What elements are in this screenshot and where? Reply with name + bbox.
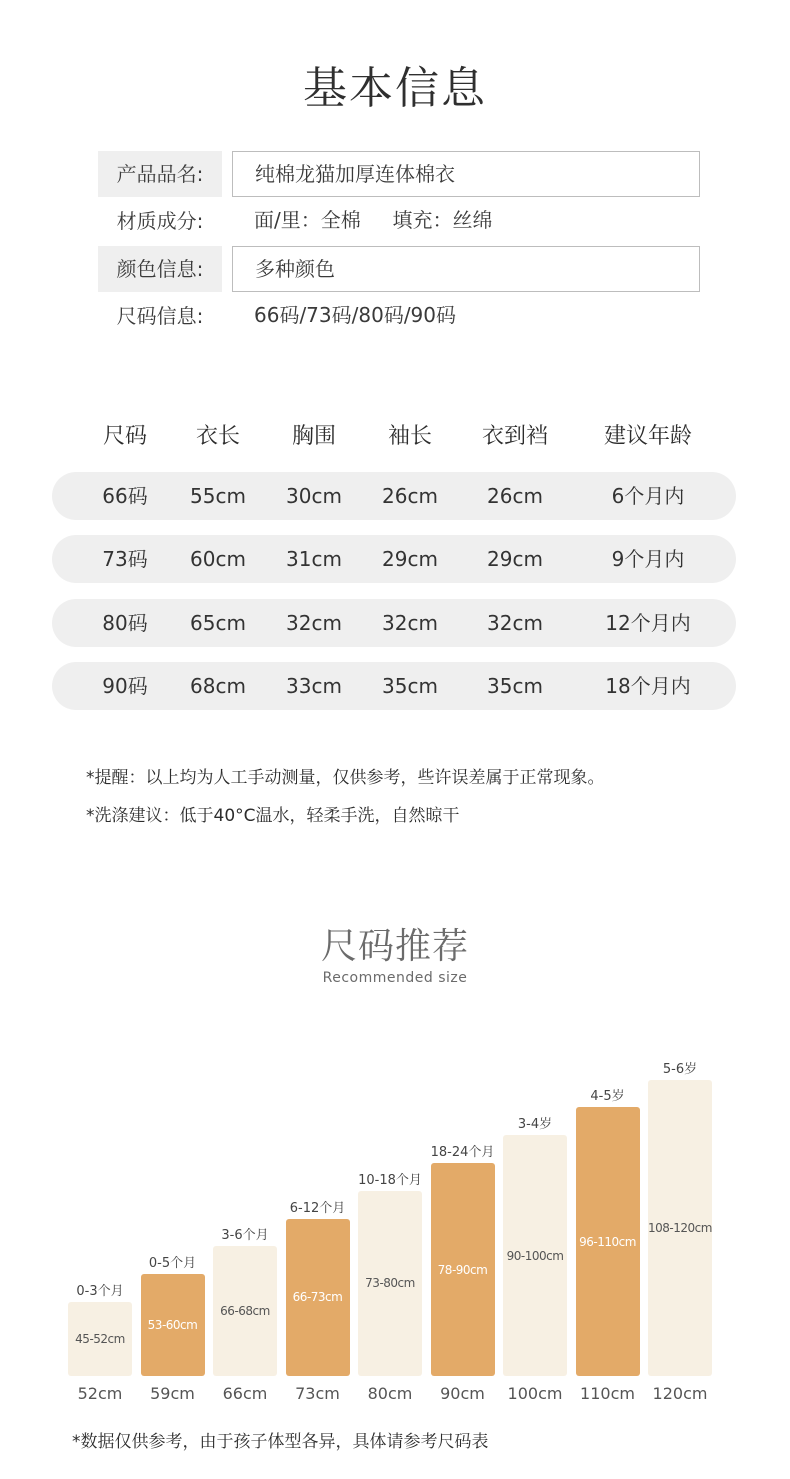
header-cell: 袖长 [387,424,433,449]
bar-height-label: 120cm [652,1384,708,1403]
table-cell: 32cm [382,611,438,635]
bar-age-label: 0-5个月 [148,1256,197,1272]
table-cell: 29cm [487,547,543,571]
bar-age-label: 18-24个月 [430,1145,495,1160]
page-title: 基本信息 [303,63,487,114]
bar-height-label: 110cm [580,1384,635,1403]
size-table-header [52,413,736,461]
table-cell: 32cm [487,611,543,635]
bar-range-label: 96-110cm [579,1234,636,1249]
bar-range-label: 66-68cm [220,1304,270,1319]
table-cell: 12个月内 [605,611,691,635]
header-cell: 胸围 [291,424,337,449]
bar-age-label: 0-3个月 [76,1284,124,1299]
header-cell: 建议年龄 [603,424,693,449]
info-value: 多种颜色 [232,246,700,292]
table-cell: 18个月内 [605,674,691,698]
bar-range-label: 108-120cm [648,1220,712,1235]
recommend-subtitle: Recommended size [322,970,468,986]
info-value: 66码/73码/80码/90码 [254,303,457,327]
table-cell: 55cm [190,484,246,508]
bar-height-label: 59cm [150,1384,195,1403]
info-label: 尺码信息: [116,304,204,328]
bar-age-label: 6-12个月 [289,1200,346,1216]
table-cell: 30cm [286,484,342,508]
bar-range-label: 90-100cm [506,1248,564,1263]
table-cell: 26cm [382,484,438,508]
recommend-title: 尺码推荐 [320,926,469,967]
table-cell: 35cm [382,674,438,698]
info-label: 产品品名: [98,151,222,197]
bar-range-label: 66-73cm [292,1290,343,1305]
info-row-material [98,198,702,244]
bar-age-label: 5-6岁 [662,1061,698,1077]
info-value: 纯棉龙猫加厚连体棉衣 [232,151,700,197]
bar-range-label: 45-52cm [75,1332,125,1346]
bar-age-label: 3-4岁 [517,1117,553,1133]
table-cell: 73码 [102,547,148,571]
bar-height-label: 52cm [77,1384,123,1403]
table-row [52,535,736,583]
bar-age-label: 4-5岁 [590,1089,625,1105]
table-row [52,599,736,647]
footnote: *数据仅供参考，由于孩子体型各异，具体请参考尺码表 [72,1432,489,1452]
bar-height-label: 66cm [222,1384,268,1403]
table-cell: 9个月内 [611,547,685,571]
info-row-name [98,151,702,197]
table-cell: 26cm [487,484,543,508]
header-cell: 尺码 [102,424,148,449]
table-row [52,472,736,520]
bar-height-label: 80cm [367,1384,413,1403]
bar-height-label: 100cm [507,1384,563,1403]
info-row-size [98,293,702,339]
bar-age-label: 3-6个月 [221,1228,269,1244]
table-cell: 66码 [102,484,148,508]
info-label: 颜色信息: [98,246,222,292]
table-cell: 90码 [102,674,148,698]
bar-range-label: 53-60cm [147,1318,198,1333]
table-cell: 29cm [382,547,438,571]
table-cell: 65cm [190,611,246,635]
info-label: 材质成分: [116,209,204,233]
washing-note: *洗涤建议：低于40°C温水，轻柔手洗，自然晾干 [86,806,460,826]
table-cell: 35cm [487,674,543,698]
header-cell: 衣到裆 [481,424,549,449]
info-row-color [98,246,702,292]
measurement-note: *提醒：以上均为人工手动测量，仅供参考，些许误差属于正常现象。 [86,768,605,788]
table-cell: 33cm [286,674,342,698]
table-row [52,662,736,710]
bar-range-label: 73-80cm [365,1276,415,1291]
info-value: 面/里：全棉 填充：丝绵 [254,208,493,232]
bar-age-label: 10-18个月 [358,1172,422,1188]
bar-height-label: 90cm [440,1384,485,1403]
table-cell: 32cm [286,611,342,635]
bar-range-label: 78-90cm [437,1262,488,1277]
header-cell: 衣长 [195,424,241,449]
bar-height-label: 73cm [295,1384,340,1403]
table-cell: 31cm [286,547,342,571]
table-cell: 68cm [190,674,246,698]
table-cell: 80码 [102,611,148,635]
table-cell: 60cm [190,547,246,571]
table-cell: 6个月内 [611,484,685,508]
